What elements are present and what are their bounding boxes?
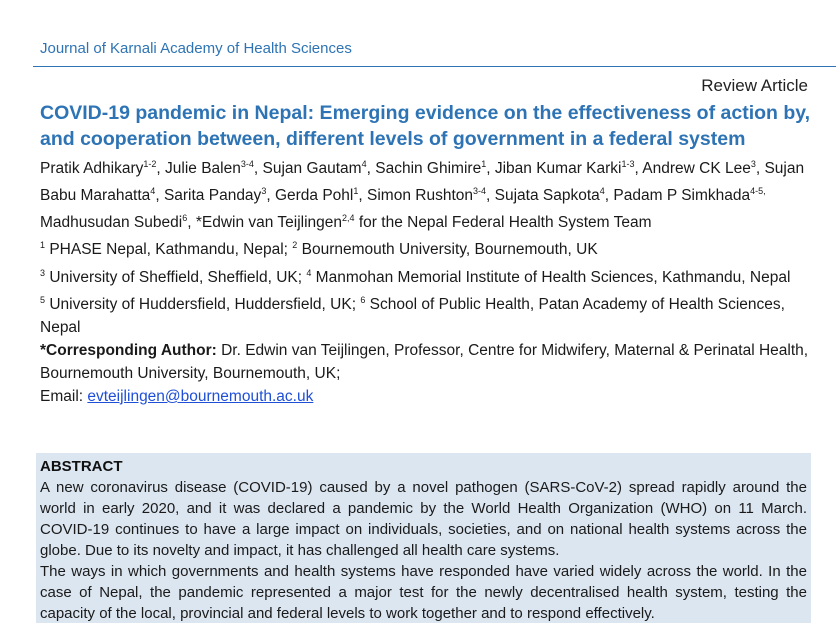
affiliation-number: 2 xyxy=(292,240,298,251)
author-name: Pratik Adhikary xyxy=(40,160,144,178)
affiliation-number: 1 xyxy=(40,240,46,251)
author-name: *Edwin van Teijlingen xyxy=(195,214,343,232)
author-name: Sujata Sapkota xyxy=(494,187,600,205)
author-name: Andrew CK Lee xyxy=(642,160,751,178)
author-separator: , xyxy=(634,160,643,178)
affiliation-text: Manmohan Memorial Institute of Health Sciences, Kathmandu, Nepal xyxy=(311,268,791,286)
journal-name: Journal of Karnali Academy of Health Sciences xyxy=(40,40,352,57)
article-type-label: Review Article xyxy=(701,76,808,95)
affiliation-number: 5 xyxy=(40,294,46,305)
author-affiliation-ref: 1 xyxy=(481,159,487,169)
author-affiliation-ref: 4 xyxy=(150,186,156,197)
author-affiliation-ref: 3 xyxy=(261,186,267,197)
affiliation-line xyxy=(40,262,820,289)
author-affiliation-ref: 3 xyxy=(750,159,756,169)
author-name: Madhusudan Subedi xyxy=(40,214,183,232)
abstract-paragraph-1: A new coronavirus disease (COVID-19) caused by a novel pathogen (SARS-CoV-2) spread rapidly around the world in early 2020, and it was declared a pandemic by the World Health Organization (WHO) on 11 March. COVID-19 continues to have a large impact on individuals, societies, and on national health systems across the globe. Due to its novelty and impact, it has challenged all health care systems. xyxy=(40,479,807,559)
author-affiliation-ref: 1-2 xyxy=(143,159,157,169)
affiliation-text: School of Public Health, Patan Academy of Health Sciences, Nepal xyxy=(40,295,785,336)
affiliation-text: Bournemouth University, Bournemouth, UK xyxy=(297,241,598,259)
header-divider xyxy=(33,66,836,67)
author-affiliation-ref: 4 xyxy=(599,186,605,197)
author-separator: , xyxy=(755,160,765,178)
affiliation-number: 4 xyxy=(306,267,312,278)
author-block xyxy=(40,153,820,408)
author-affiliation-ref: 1 xyxy=(353,186,359,197)
affiliations xyxy=(40,234,820,338)
affiliation-line xyxy=(40,234,820,261)
author-separator: , xyxy=(266,187,275,205)
author-name: Sarita Panday xyxy=(163,187,262,205)
author-name: Julie Balen xyxy=(165,160,241,178)
abstract-paragraph-2: The ways in which governments and health systems have responded have varied widely across the world. In the case of Nepal, the pandemic represented a major test for the newly decentralised health system, testing the capacity of the local, provincial and federal levels to work together and to respond effectively. xyxy=(40,563,807,622)
authors-suffix: for the Nepal Federal Health System Team xyxy=(358,214,652,232)
author-affiliation-ref: 4-5, xyxy=(750,186,766,197)
corresponding-text: Dr. Edwin van Teijlingen, Professor, Centre for Midwifery, Maternal & Perinatal Health, Bournemouth University, Bournemouth, UK; xyxy=(40,341,809,382)
abstract-box xyxy=(36,453,811,623)
author-separator: , xyxy=(604,187,614,205)
email-label: Email: xyxy=(40,387,88,405)
author-affiliation-ref: 3-4 xyxy=(473,186,487,197)
author-affiliation-ref: 6 xyxy=(182,213,188,224)
author-name: Padam P Simkhada xyxy=(613,187,751,205)
affiliation-text: PHASE Nepal, Kathmandu, Nepal; xyxy=(45,241,293,259)
author-name: Sachin Ghimire xyxy=(375,160,482,178)
author-name: Sujan Gautam xyxy=(262,160,362,178)
author-name: Sujan Babu Marahatta xyxy=(40,160,805,205)
author-name: Gerda Pohl xyxy=(274,187,354,205)
corresponding-label: *Corresponding Author: xyxy=(40,341,217,359)
author-affiliation-ref: 2,4 xyxy=(342,213,355,224)
email-link[interactable]: evteijlingen@bournemouth.ac.uk xyxy=(87,387,314,405)
author-name: Jiban Kumar Karki xyxy=(494,160,622,178)
article-title: COVID-19 pandemic in Nepal: Emerging evidence on the effectiveness of action by, and cooperation between, different levels of government in a federal system xyxy=(40,102,811,150)
author-affiliation-ref: 1-3 xyxy=(621,159,635,169)
author-name: Simon Rushton xyxy=(367,187,473,205)
author-separator: , xyxy=(486,160,495,178)
corresponding-author xyxy=(40,339,820,385)
author-separator: , xyxy=(486,187,495,205)
author-affiliation-ref: 4 xyxy=(361,159,367,169)
author-separator: , xyxy=(156,160,166,178)
author-separator: , xyxy=(187,214,196,232)
author-separator: , xyxy=(253,160,263,178)
author-separator: , xyxy=(155,187,164,205)
affiliation-text: University of Huddersfield, Huddersfield, UK; xyxy=(45,295,361,313)
affiliation-number: 6 xyxy=(360,294,366,305)
affiliation-line xyxy=(40,289,820,339)
email-line xyxy=(40,385,820,408)
author-separator: , xyxy=(358,187,368,205)
abstract-heading: ABSTRACT xyxy=(40,458,123,475)
author-separator: , xyxy=(366,160,376,178)
affiliation-text: University of Sheffield, Sheffield, UK; xyxy=(45,268,307,286)
affiliation-number: 3 xyxy=(40,267,46,278)
author-affiliation-ref: 3-4 xyxy=(240,159,254,169)
